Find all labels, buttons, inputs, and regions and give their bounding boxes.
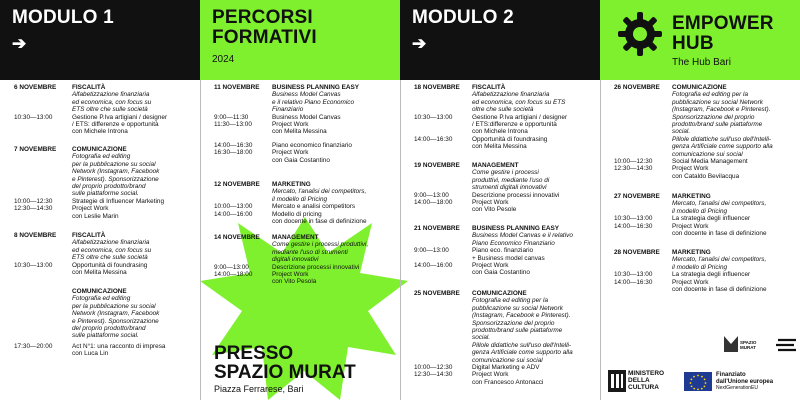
session-text: Modello di pricing <box>272 210 322 218</box>
session-time: 17:30—20:00 <box>14 342 53 350</box>
entry-desc: e Pinterest). Sponsorizzazione <box>72 317 159 325</box>
entry-date: 7 NOVEMBRE <box>14 146 57 153</box>
header-modulo-1 <box>0 0 200 80</box>
session-text: Social Media Management <box>672 158 748 166</box>
entry-desc: Mercato, l'analisi dei competitors, <box>272 188 367 196</box>
entry-28-novembre <box>614 249 798 293</box>
entry-date: 8 NOVEMBRE <box>14 232 57 239</box>
session-row <box>214 211 398 226</box>
entry-title: COMUNICAZIONE <box>72 146 127 153</box>
entry-desc: ETS oltre che sulle società <box>72 106 148 114</box>
session-text: Project Work <box>672 278 709 286</box>
header-modulo-2 <box>400 0 600 80</box>
entry-desc: social. <box>672 128 691 136</box>
entry-7-novembre <box>14 146 198 220</box>
entry-14-novembre <box>214 234 398 286</box>
entry-desc: e il relativo Piano Economico <box>272 98 355 106</box>
entry-desc: (Instagram, Facebook e Pinterest). <box>472 312 571 320</box>
entry-date: 12 NOVEMBRE <box>214 181 260 188</box>
entry-desc: del proprio prodotto/brand <box>72 183 146 191</box>
entry-desc: Sponsorizzazione del proprio <box>672 113 755 121</box>
venue-line2: SPAZIO MURAT <box>214 362 356 383</box>
entry-desc: comunicazione sui social <box>472 356 543 364</box>
entry-21-novembre <box>414 225 598 277</box>
session-row <box>214 203 398 210</box>
empower-title-line1: EMPOWER <box>672 13 774 34</box>
session-time: 10:30—13:00 <box>414 113 453 121</box>
session-row <box>414 199 598 214</box>
session-text: con Luca Lin <box>72 350 109 358</box>
entry-desc: Alfabetizzazione finanziaria <box>72 91 150 99</box>
session-text: Opportunità di foundrasing <box>72 261 148 269</box>
header <box>0 0 800 80</box>
entry-title: FISCALITÀ <box>72 232 106 239</box>
entry-desc: social. <box>472 334 491 342</box>
entry-8-novembre-comunicazione <box>14 288 198 358</box>
session-text: con Cataldo Bevilacqua <box>672 172 740 180</box>
session-text: con docente in fase di definizione <box>272 218 367 226</box>
session-row <box>414 114 598 136</box>
session-time: 16:30—18:00 <box>214 149 253 157</box>
session-text: con Melita Messina <box>72 269 127 277</box>
session-row <box>214 121 398 136</box>
ministero-cultura-logo <box>628 370 680 391</box>
session-text: con Francesco Antonacci <box>472 378 544 386</box>
session-time: 12:30—14:30 <box>414 371 453 379</box>
venue-title <box>214 344 356 382</box>
session-text: Project Work <box>72 205 109 213</box>
session-row <box>414 247 598 262</box>
session-row <box>614 271 798 278</box>
session-row <box>414 371 598 386</box>
session-row <box>614 158 798 165</box>
session-text: / ETS:differenze e opportunità <box>472 121 557 129</box>
entry-desc: il modello di Pricing <box>672 263 728 271</box>
session-text: Project Work <box>272 271 309 279</box>
session-text: Piano economico finanziario <box>272 141 352 149</box>
session-text: Project Work <box>472 199 509 207</box>
entry-desc: digitali innovativi <box>272 256 319 264</box>
session-text: con Gaia Costantino <box>472 269 530 277</box>
session-time: 9:00—11:30 <box>214 113 249 121</box>
session-text: con Leslie Marin <box>72 212 119 220</box>
entry-desc: sulle piattaforme social. <box>72 190 139 198</box>
session-time: 11:30—13:00 <box>214 121 252 129</box>
entry-desc: Fotografia ed editing <box>72 295 131 303</box>
entry-date: 27 NOVEMBRE <box>614 193 660 200</box>
percorsi-title-line2: FORMATIVI <box>212 27 317 48</box>
ministero-line2: DELLA <box>628 377 650 384</box>
entry-desc: Business Model Canvas <box>272 91 341 99</box>
entry-title: MANAGEMENT <box>272 234 319 241</box>
eu-flag-icon <box>684 372 712 391</box>
spazio-murat-logo-icon <box>724 336 738 352</box>
empower-hub-title <box>672 14 774 68</box>
session-time: 9:00—13:00 <box>414 191 449 199</box>
entry-desc: sulle piattaforme social. <box>72 332 139 340</box>
entry-11-novembre <box>214 84 398 164</box>
entry-title: BUSINESS PLANNING EASY <box>272 84 359 91</box>
entry-title: COMUNICAZIONE <box>472 290 527 297</box>
session-time: 10:00—13:00 <box>214 203 253 211</box>
session-text: Piano eco. finanziario <box>472 247 534 255</box>
session-text: con docente in fase di definizione <box>672 286 767 294</box>
eu-funding-logo <box>716 372 800 392</box>
entry-desc: (Instagram, Facebook e Pinterest). <box>672 106 771 114</box>
session-text: Gestione P.Iva artigiani / designer <box>72 113 168 121</box>
spazio-murat-logo: SPAZIO MURAT <box>740 340 757 350</box>
entry-desc: oltre che sulle società <box>472 106 534 114</box>
entry-date: 18 NOVEMBRE <box>414 84 460 91</box>
session-time: 12:30—14:30 <box>614 165 653 173</box>
session-row <box>214 142 398 149</box>
session-text: Act N°1: una racconto di impresa <box>72 342 166 350</box>
session-text: Descrizione processi innovativi <box>472 191 560 199</box>
brand-stripes-logo-icon <box>774 338 798 352</box>
session-text: Descrizione processi innovativi <box>272 263 360 271</box>
session-text: / ETS: differenze e opportunità <box>72 121 159 129</box>
entry-8-novembre <box>14 232 198 276</box>
entry-date: 25 NOVEMBRE <box>414 290 460 297</box>
empower-subtitle: The Hub Bari <box>672 57 731 68</box>
session-time: 14:00—16:30 <box>614 222 653 230</box>
entry-desc: Finanziario <box>272 106 304 114</box>
session-row <box>414 262 598 277</box>
entry-desc: Fotografia ed editing <box>72 153 131 161</box>
session-text: La strategia degli influencer <box>672 271 751 279</box>
entry-desc: ed economica, con focus su <box>72 98 152 106</box>
session-time: 14:00—16:00 <box>414 262 453 270</box>
entry-desc: il modello di Pricing <box>672 207 728 215</box>
session-time: 10:00—12:30 <box>614 158 653 166</box>
entry-desc: pubblicazione su social Network <box>472 304 563 312</box>
header-percorsi <box>200 0 400 80</box>
entry-desc: il modello di Pricing <box>272 195 328 203</box>
session-row <box>14 114 198 136</box>
entry-title: FISCALITÀ <box>72 84 106 91</box>
session-text: Opportunità di foundrasing <box>472 135 548 143</box>
entry-title: BUSINESS PLANNING EASY <box>472 225 559 232</box>
session-text: con Melita Messina <box>272 128 327 136</box>
entry-desc: pubblicazione su social Network <box>672 98 763 106</box>
venue-line1: PRESSO <box>214 343 294 364</box>
session-time: 14:00—16:30 <box>414 135 453 143</box>
session-text: + Business model canvas <box>472 254 545 262</box>
session-text: con docente in fase di definizione <box>672 230 767 238</box>
sponsor-logos <box>606 334 798 398</box>
schedule-column-3 <box>400 80 600 400</box>
session-row <box>614 215 798 222</box>
entry-desc: Mercato, l'analisi dei competitors, <box>672 200 767 208</box>
percorsi-year: 2024 <box>212 54 235 65</box>
session-row <box>414 192 598 199</box>
entry-12-novembre <box>214 181 398 225</box>
session-time: 10:30—13:00 <box>14 261 53 269</box>
entry-desc: Pillole didattiche sull'uso dell'Intelli- <box>472 341 572 349</box>
session-time: 10:00—12:30 <box>14 197 53 205</box>
session-row <box>614 165 798 180</box>
session-time: 10:30—13:00 <box>14 113 53 121</box>
entry-desc: Alfabetizzazione finanziaria <box>472 91 550 99</box>
entry-desc: Piano Economico Finanziario <box>472 239 555 247</box>
entry-desc: Pillole didattiche sull'uso dell'Intelli- <box>672 135 772 143</box>
session-text: Gestione P.Iva artigiani / designer <box>472 113 568 121</box>
entry-desc: Network (Instagram, Facebook <box>72 310 160 318</box>
entry-date: 14 NOVEMBRE <box>214 234 260 241</box>
entry-desc: e Pinterest). Sponsorizzazione <box>72 175 159 183</box>
entry-date: 21 NOVEMBRE <box>414 225 460 232</box>
session-text: Project Work <box>672 222 709 230</box>
modulo-2-title: MODULO 2 <box>412 7 514 28</box>
entry-date: 6 NOVEMBRE <box>14 84 57 91</box>
arrow-right-icon: ➔ <box>12 34 27 53</box>
entry-desc: Come gestire i processi produttivi, <box>272 241 369 249</box>
entry-desc: del proprio prodotto/brand <box>72 325 146 333</box>
entry-desc: strumenti digitali innovativi <box>472 184 547 192</box>
schedule-column-1 <box>0 80 200 400</box>
entry-26-novembre <box>614 84 798 180</box>
session-text: Project Work <box>472 262 509 270</box>
entry-desc: mediante l'uso di strumenti <box>272 248 348 256</box>
session-row <box>14 198 198 205</box>
session-text: Business Model Canvas <box>272 113 341 121</box>
session-row <box>214 264 398 271</box>
entry-desc: produttivi, mediante l'uso di <box>472 176 550 184</box>
session-time: 9:00—13:00 <box>214 263 249 271</box>
session-row <box>414 136 598 151</box>
entry-date: 19 NOVEMBRE <box>414 162 460 169</box>
entry-25-novembre <box>414 290 598 386</box>
session-row <box>14 343 198 358</box>
empower-title-line2: HUB <box>672 33 714 54</box>
entry-title: FISCALITÀ <box>472 84 506 91</box>
ministero-line1: MINISTERO <box>628 370 665 377</box>
session-text: con Michele Introna <box>72 128 128 136</box>
session-row <box>14 205 198 220</box>
session-time: 10:00—12:30 <box>414 364 453 372</box>
entry-6-novembre <box>14 84 198 136</box>
entry-desc: genza Artificiale come supporto alla <box>672 143 773 151</box>
session-time: 14:00—16:00 <box>214 210 253 218</box>
session-row <box>414 364 598 371</box>
session-text: con Melita Messina <box>472 143 527 151</box>
percorsi-title-line1: PERCORSI <box>212 7 313 28</box>
session-time: 14:00—16:30 <box>614 278 653 286</box>
entry-27-novembre <box>614 193 798 237</box>
session-text: con Gaia Costantino <box>272 156 330 164</box>
session-text: con Vito Pesola <box>272 278 317 286</box>
entry-desc: Sponsorizzazione del proprio <box>472 319 555 327</box>
entry-desc: per la pubblicazione su social <box>72 302 156 310</box>
eu-line1: Finanziato <box>716 372 746 378</box>
entry-desc: Fotografia ed editing per la <box>672 91 749 99</box>
session-time: 9:00—13:00 <box>414 247 449 255</box>
session-text: Project Work <box>272 121 309 129</box>
entry-desc: per la pubblicazione su social <box>72 160 156 168</box>
session-row <box>214 271 398 286</box>
session-text: Project Work <box>672 165 709 173</box>
entry-desc: Business Model Canvas e il relativo <box>472 232 573 240</box>
entry-title: MARKETING <box>672 193 711 200</box>
session-text: La strategia degli influencer <box>672 215 751 223</box>
session-row <box>214 114 398 121</box>
venue-address: Piazza Ferrarese, Bari <box>214 384 304 394</box>
session-text: Strategie di Influencer Marketing <box>72 197 165 205</box>
ministero-cultura-logo-icon <box>608 370 626 392</box>
arrow-right-icon: ➔ <box>412 34 427 53</box>
entry-desc: Mercato, l'analisi dei competitors, <box>672 256 767 264</box>
entry-date: 26 NOVEMBRE <box>614 84 660 91</box>
entry-desc: ed economica, con focus su <box>72 246 152 254</box>
entry-title: COMUNICAZIONE <box>672 84 727 91</box>
session-row <box>214 149 398 164</box>
entry-desc: comunicazione sui social <box>672 150 743 158</box>
entry-18-novembre <box>414 84 598 151</box>
session-row <box>614 223 798 238</box>
entry-date: 11 NOVEMBRE <box>214 84 260 91</box>
session-text: con Vito Pesole <box>472 206 517 214</box>
entry-desc: prodotto/brand sulle piattaforme <box>672 121 763 129</box>
session-text: Project Work <box>472 371 509 379</box>
session-row <box>14 262 198 277</box>
entry-desc: ETS oltre che sulle società <box>72 254 148 262</box>
entry-19-novembre <box>414 162 598 214</box>
entry-date: 28 NOVEMBRE <box>614 249 660 256</box>
entry-desc: Fotografia ed editing per la <box>472 297 549 305</box>
session-time: 10:30—13:00 <box>614 215 653 223</box>
entry-title: MARKETING <box>272 181 311 188</box>
session-time: 12:30—14:30 <box>14 205 53 213</box>
session-text: Digital Marketing e ADV <box>472 364 540 372</box>
session-time: 14:00—16:30 <box>214 141 253 149</box>
entry-title: COMUNICAZIONE <box>72 288 127 295</box>
eu-line2: dall'Unione europea <box>716 378 774 385</box>
session-text: Project Work <box>272 149 309 157</box>
eu-line3: NextGenerationEU <box>716 385 758 391</box>
entry-desc: Alfabetizzazione finanziaria <box>72 239 150 247</box>
ministero-line3: CULTURA <box>628 384 659 391</box>
session-text: Mercato e analisi competitors <box>272 203 356 211</box>
session-time: 10:30—13:00 <box>614 271 653 279</box>
entry-desc: Come gestire i processi <box>472 169 539 177</box>
session-time: 14:00—18:00 <box>414 199 453 207</box>
entry-title: MARKETING <box>672 249 711 256</box>
session-row <box>614 279 798 294</box>
entry-desc: genza Artificiale come supporto alla <box>472 349 573 357</box>
entry-desc: prodotto/brand sulle piattaforme <box>472 327 563 335</box>
entry-desc: Network (Instagram, Facebook <box>72 168 160 176</box>
entry-desc: ed economica, con focus su ETS <box>472 98 566 106</box>
modulo-1-title: MODULO 1 <box>12 7 114 28</box>
session-time: 14:00—18:00 <box>214 271 253 279</box>
entry-title: MANAGEMENT <box>472 162 519 169</box>
gear-icon <box>616 10 664 58</box>
session-text: con Michele Introna <box>472 128 528 136</box>
